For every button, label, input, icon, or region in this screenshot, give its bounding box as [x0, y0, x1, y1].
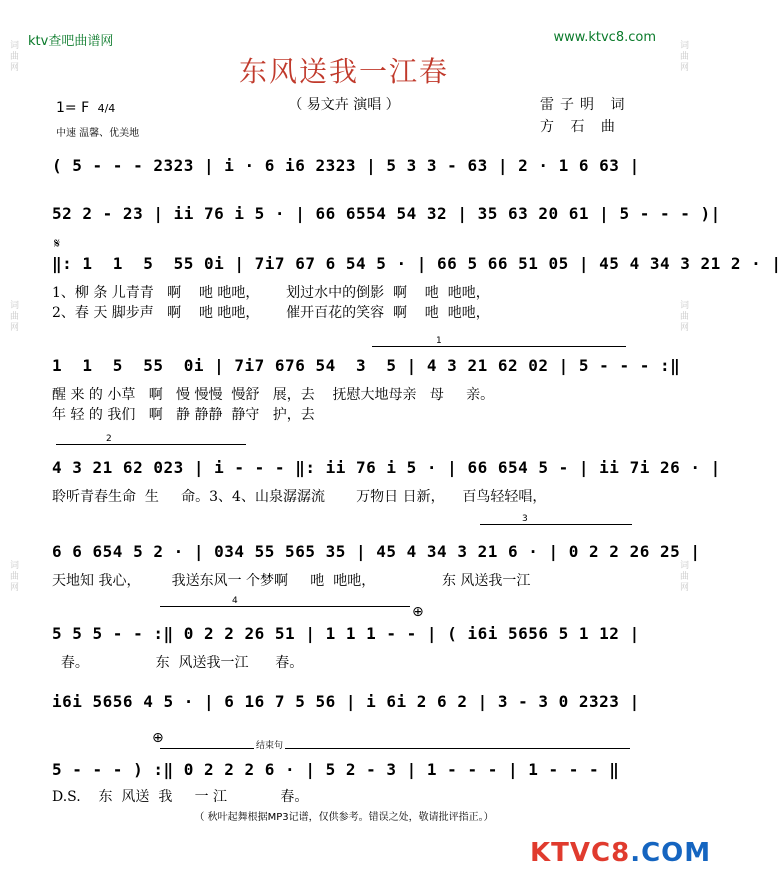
lyric-line: 天地知 我心， 我送东风一 个梦啊 吔 吔吔， 东 风送我一江: [52, 573, 531, 589]
ending-bracket: [160, 606, 410, 607]
lyric-line: 聆听青春生命 生 命。3、4、山泉潺潺流 万物日 日新， 百鸟轻轻唱，: [52, 489, 547, 505]
score-row-1: ( 5 - - - 2323 | i · 6 i6 2323 | 5 3 3 - 63 | 2 · 1 6 63 |: [52, 156, 640, 175]
score-row-4: 1 1 5 55 0i | 7i7 676 54 3 5 | 4 3 21 62 02 | 5 - - - :‖: [52, 356, 681, 375]
lyricist: 雷子明 词: [540, 97, 631, 113]
segno-sign: 𝄋: [54, 236, 61, 252]
watermark-right: 词曲网: [678, 300, 688, 333]
footer-note: （ 秋叶起舞根据MP3记谱，仅供参考。错误之处，敬请批评指正。）: [194, 812, 494, 823]
lyric-line: 春。 东 风送我一江 春。: [52, 655, 304, 671]
lyric-line: 1、柳 条 儿青青 啊 吔 吔吔， 划过水中的倒影 啊 吔 吔吔，: [52, 285, 490, 301]
score-row-7: 5 5 5 - - :‖ 0 2 2 26 51 | 1 1 1 - - | ( i6i 5656 5 1 12 |: [52, 624, 640, 643]
score-row-9: 5 - - - ) :‖ 0 2 2 2 6 · | 5 2 - 3 | 1 - - - | 1 - - - ‖: [52, 760, 620, 779]
key: 1= F: [56, 100, 90, 116]
ending-number: 1: [436, 336, 442, 346]
watermark-right: 词曲网: [678, 40, 688, 73]
watermark-left: 词曲网: [8, 300, 18, 333]
tempo-marking: 中速 温馨、优美地: [56, 128, 140, 139]
coda-sign: ⊕: [152, 730, 164, 746]
ending-number: 4: [232, 596, 238, 606]
score-row-5: 4 3 21 62 023 | i - - - ‖: ii 76 i 5 · | 66 654 5 - | ii 7i 26 · |: [52, 458, 721, 477]
lyric-line: 2、春 天 脚步声 啊 吔 吔吔， 催开百花的笑容 啊 吔 吔吔，: [52, 305, 490, 321]
score-row-6: 6 6 654 5 2 · | 034 55 565 35 | 45 4 34 3 21 6 · | 0 2 2 26 25 |: [52, 542, 701, 561]
coda-sign: ⊕: [412, 604, 424, 620]
lyric-line: 年 轻 的 我们 啊 静 静静 静守 护，去: [52, 407, 315, 423]
end-phrase-label: 结束句: [254, 738, 285, 751]
score-row-8: i6i 5656 4 5 · | 6 16 7 5 56 | i 6i 2 6 2 | 3 - 3 0 2323 |: [52, 692, 640, 711]
watermark-left: 词曲网: [8, 560, 18, 593]
ending-bracket: [480, 524, 632, 525]
lyric-line: 醒 来 的 小草 啊 慢 慢慢 慢舒 展，去 抚慰大地母亲 母 亲。: [52, 387, 495, 403]
end-phrase-bracket: [160, 748, 630, 749]
lyric-line: D.S. 东 风送 我 一 江 春。: [52, 789, 309, 805]
key-signature: [56, 100, 115, 116]
site-url-right[interactable]: www.ktvc8.com: [553, 30, 656, 45]
performer: （ 易文卉 演唱 ）: [288, 97, 400, 113]
ending-number: 3: [522, 514, 528, 524]
logo-text: KTVC8: [530, 838, 631, 868]
score-row-2: 52 2 - 23 | ii 76 i 5 · | 66 6554 54 32 | 35 63 20 61 | 5 - - - )|: [52, 204, 721, 223]
ending-number: 2: [106, 434, 112, 444]
time-signature: 4/4: [97, 102, 116, 115]
site-name-left[interactable]: ktv查吧曲谱网: [28, 34, 114, 49]
logo-domain: .COM: [630, 838, 712, 868]
composer: 方 石 曲: [540, 119, 621, 135]
score-row-3: ‖: 1 1 5 55 0i | 7i7 67 6 54 5 · | 66 5 66 51 05 | 45 4 34 3 21 2 · |: [52, 254, 782, 273]
ending-bracket: [56, 444, 246, 445]
watermark-right: 词曲网: [678, 560, 688, 593]
ending-bracket: [372, 346, 626, 347]
site-logo[interactable]: [530, 838, 711, 868]
song-title: 东风送我一江春: [238, 55, 449, 88]
watermark-left: 词曲网: [8, 40, 18, 73]
